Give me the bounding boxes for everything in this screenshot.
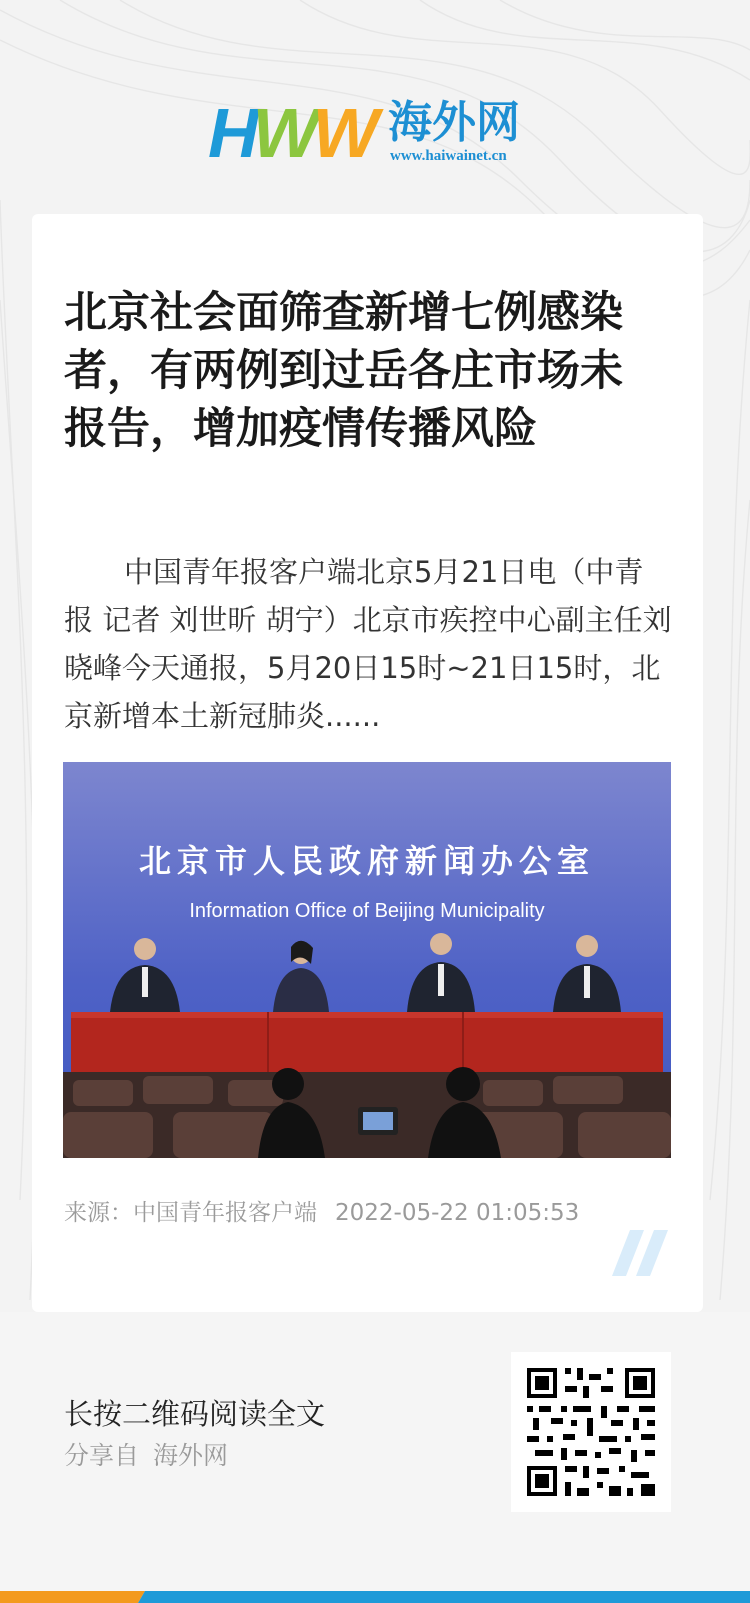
source-label: 来源：中国青年报客户端	[64, 1200, 317, 1226]
logo-name: 海外网	[388, 97, 520, 148]
share-source	[64, 1436, 242, 1472]
share-prefix: 分享自	[64, 1441, 140, 1470]
backdrop-title-en: Information Office of Beijing Municipality	[189, 900, 545, 922]
share-site: 海外网	[153, 1441, 229, 1470]
qr-code-icon	[511, 1352, 671, 1512]
backdrop-title-cn: 北京市人民政府新闻办公室	[138, 842, 596, 880]
publish-datetime: 2022-05-22 01:05:53	[335, 1200, 580, 1226]
logo-url: www.haiwainet.cn	[390, 148, 507, 164]
quote-decoration-icon	[612, 1230, 672, 1276]
article-meta	[64, 1194, 597, 1227]
article-card[interactable]	[32, 214, 703, 1312]
share-footer	[0, 1312, 750, 1603]
press-conference-image	[63, 762, 671, 1158]
long-press-hint: 长按二维码阅读全文	[64, 1397, 326, 1431]
article-summary: 中国青年报客户端北京5月21日电（中青报 记者 刘世昕 胡宁）北京市疾控中心副主任刘晓峰今天通报，5月20日15时~21日15时，北京新增本土新冠肺炎......	[64, 555, 672, 733]
article-photo	[63, 762, 671, 1158]
logo-letters: HWW	[208, 94, 373, 172]
bottom-color-strip	[0, 1591, 750, 1603]
article-title: 北京社会面筛查新增七例感染者，有两例到过岳各庄市场未报告，增加疫情传播风险	[64, 288, 623, 454]
qr-code[interactable]	[511, 1352, 671, 1512]
